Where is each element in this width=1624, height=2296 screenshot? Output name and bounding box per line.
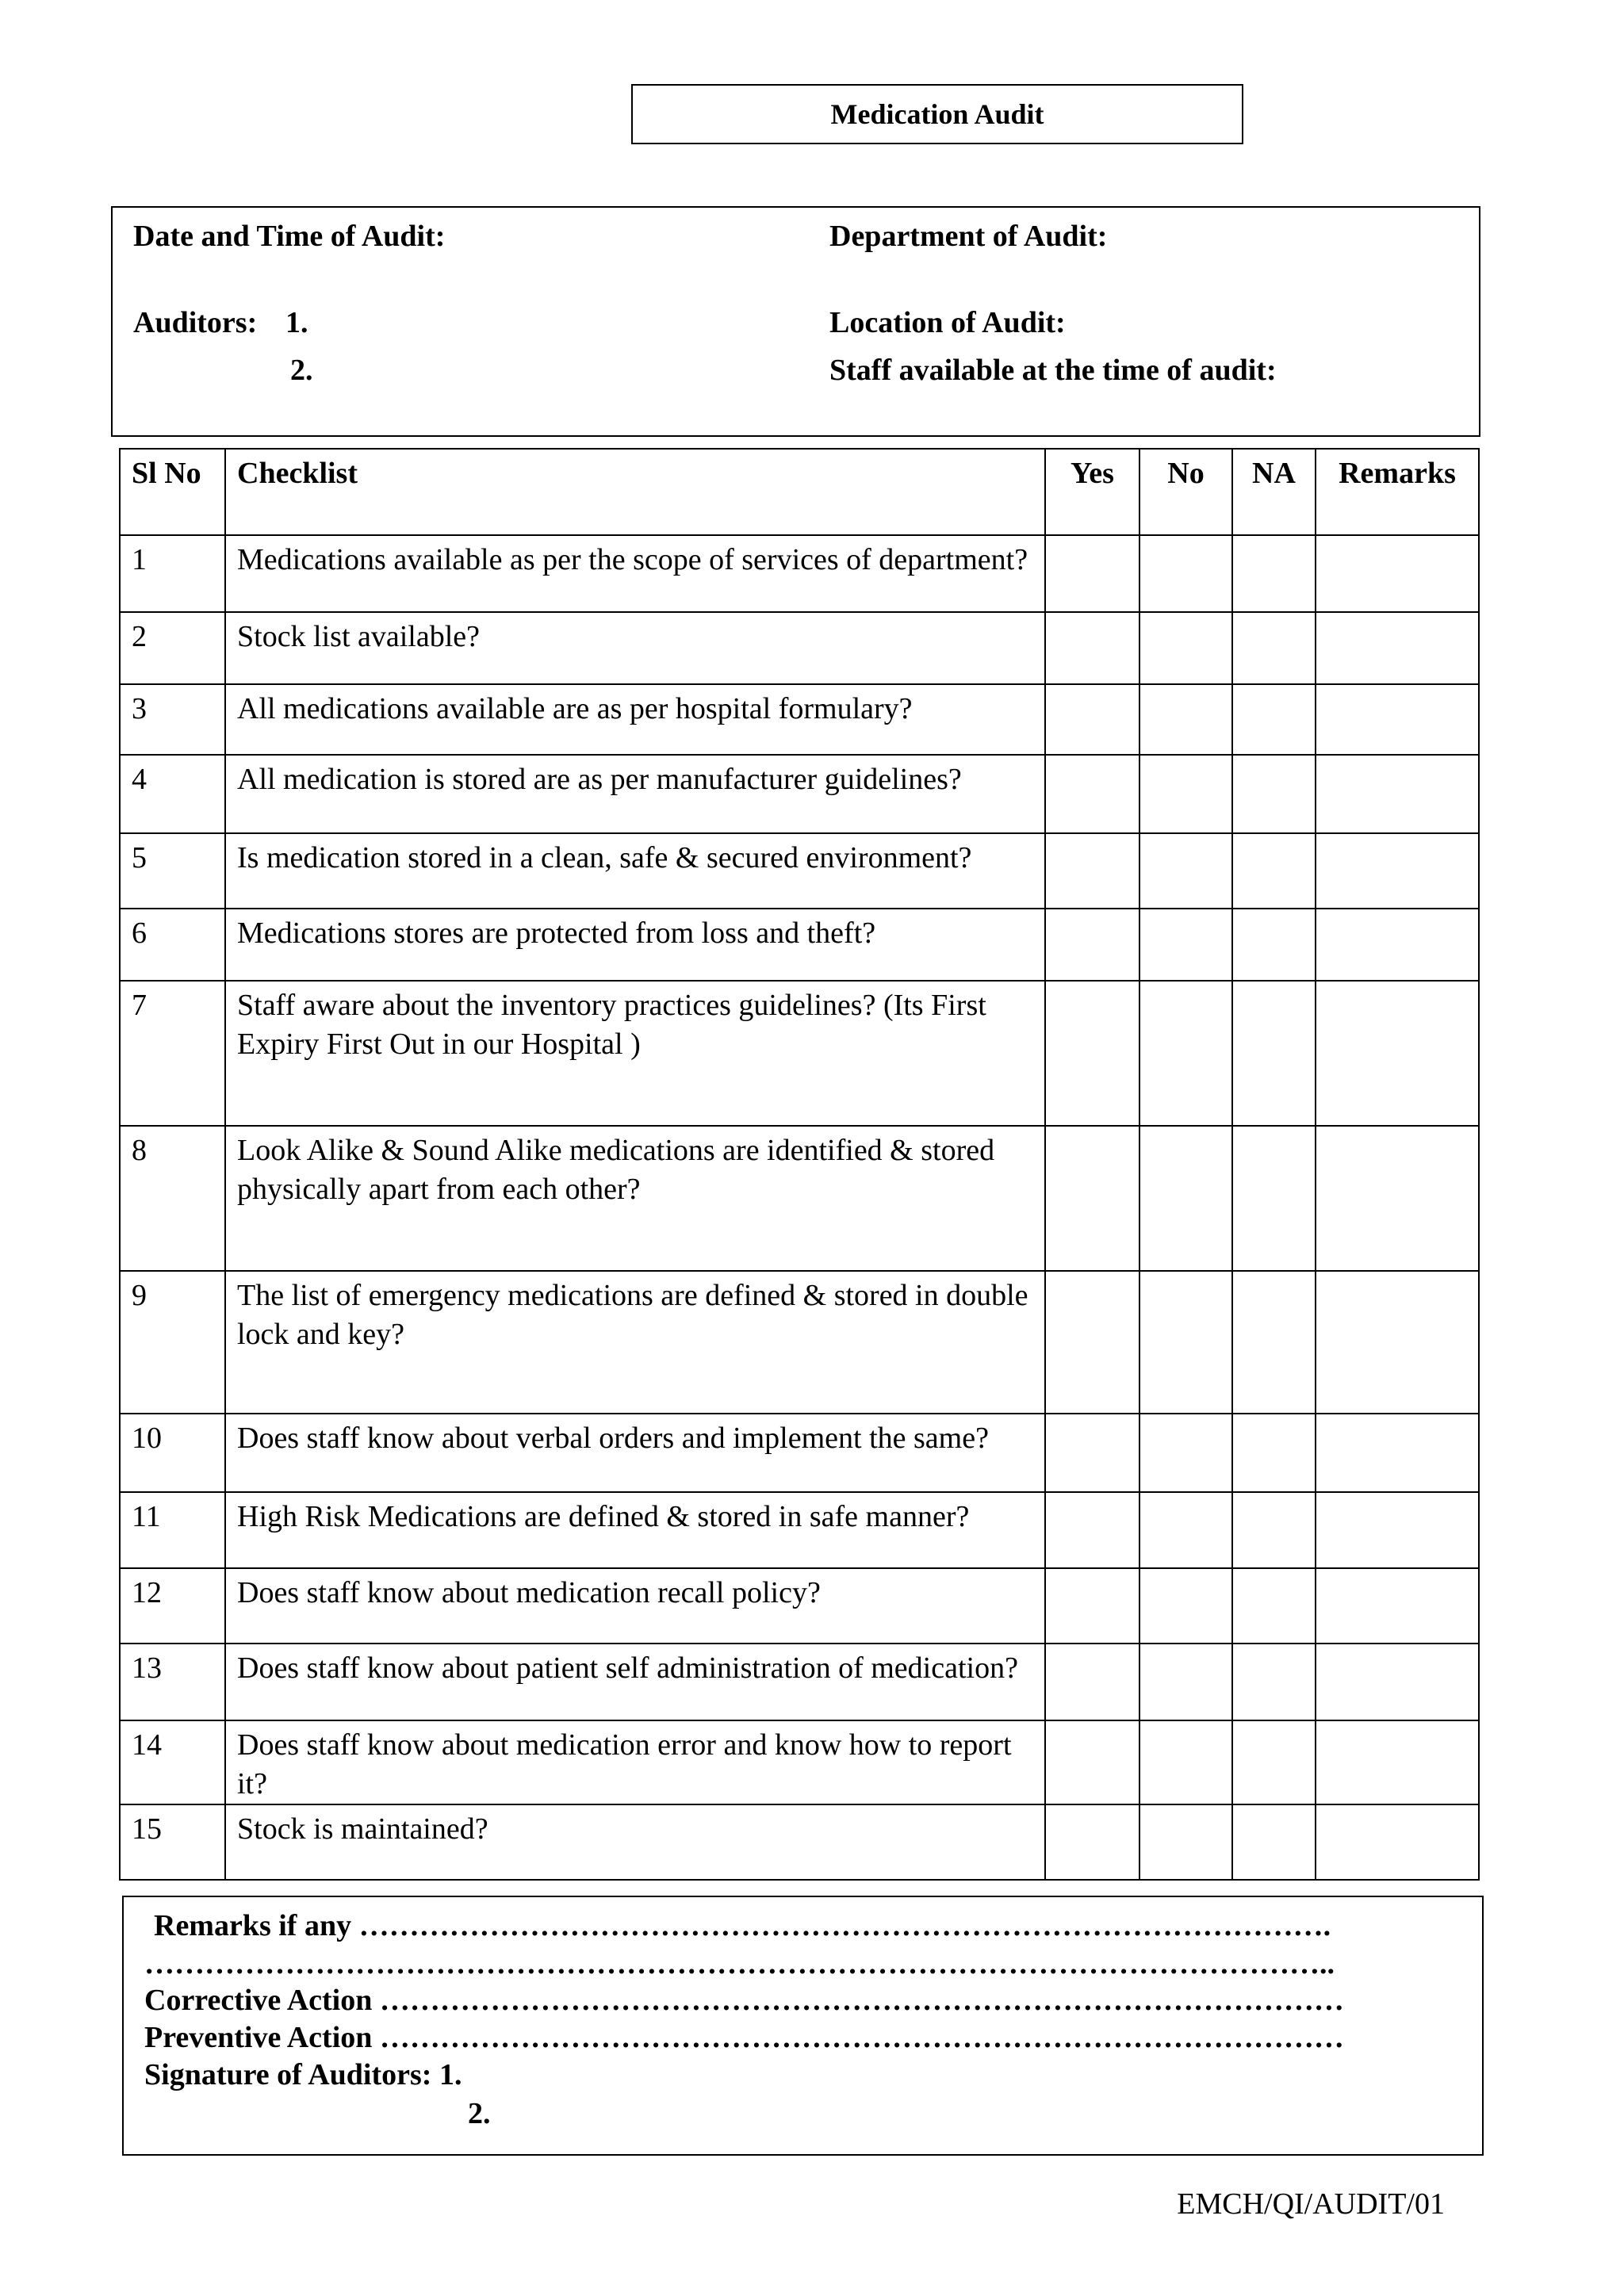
no-cell[interactable] [1139, 1271, 1232, 1414]
auditor-1-label: 1. [285, 306, 308, 339]
table-row [120, 909, 1479, 981]
remarks-cell[interactable] [1316, 535, 1479, 612]
yes-cell[interactable] [1045, 909, 1139, 981]
remarks-cell[interactable] [1316, 1414, 1479, 1492]
checklist-item: Does staff know about medication error and know how to report it? [225, 1720, 1045, 1804]
table-row [120, 755, 1479, 833]
col-no: No [1139, 449, 1232, 535]
staff-available-label: Staff available at the time of audit: [829, 354, 1277, 387]
checklist-item: High Risk Medications are defined & stored in safe manner? [225, 1492, 1045, 1568]
remarks-cell[interactable] [1316, 981, 1479, 1126]
no-cell[interactable] [1139, 909, 1232, 981]
na-cell[interactable] [1232, 981, 1316, 1126]
table-row [120, 1568, 1479, 1644]
row-number: 12 [120, 1568, 225, 1644]
no-cell[interactable] [1139, 1804, 1232, 1880]
remarks-label: Remarks if any ……………………………………………………………………………………. [154, 1909, 1331, 1942]
audit-header-box [111, 206, 1480, 437]
na-cell[interactable] [1232, 684, 1316, 755]
na-cell[interactable] [1232, 1568, 1316, 1644]
row-number: 13 [120, 1644, 225, 1720]
yes-cell[interactable] [1045, 981, 1139, 1126]
checklist-item: Does staff know about patient self administration of medication? [225, 1644, 1045, 1720]
yes-cell[interactable] [1045, 1568, 1139, 1644]
checklist-item: Is medication stored in a clean, safe & secured environment? [225, 833, 1045, 909]
remarks-cell[interactable] [1316, 612, 1479, 684]
no-cell[interactable] [1139, 833, 1232, 909]
yes-cell[interactable] [1045, 1126, 1139, 1271]
col-sl-no: Sl No [120, 449, 225, 535]
row-number: 7 [120, 981, 225, 1126]
col-yes: Yes [1045, 449, 1139, 535]
no-cell[interactable] [1139, 1720, 1232, 1804]
no-cell[interactable] [1139, 1644, 1232, 1720]
na-cell[interactable] [1232, 1414, 1316, 1492]
checklist-item: Stock is maintained? [225, 1804, 1045, 1880]
no-cell[interactable] [1139, 755, 1232, 833]
no-cell[interactable] [1139, 684, 1232, 755]
date-time-label: Date and Time of Audit: [133, 220, 446, 253]
auditors-label: Auditors: [133, 306, 258, 339]
na-cell[interactable] [1232, 1720, 1316, 1804]
row-number: 2 [120, 612, 225, 684]
row-number: 1 [120, 535, 225, 612]
checklist-item: Stock list available? [225, 612, 1045, 684]
na-cell[interactable] [1232, 1644, 1316, 1720]
checklist-item: Medications stores are protected from loss and theft? [225, 909, 1045, 981]
location-label: Location of Audit: [829, 306, 1066, 339]
row-number: 8 [120, 1126, 225, 1271]
row-number: 9 [120, 1271, 225, 1414]
na-cell[interactable] [1232, 755, 1316, 833]
checklist-item: The list of emergency medications are defined & stored in double lock and key? [225, 1271, 1045, 1414]
yes-cell[interactable] [1045, 1720, 1139, 1804]
department-label: Department of Audit: [829, 220, 1108, 253]
na-cell[interactable] [1232, 1492, 1316, 1568]
remarks-cell[interactable] [1316, 1644, 1479, 1720]
col-checklist: Checklist [225, 449, 1045, 535]
yes-cell[interactable] [1045, 612, 1139, 684]
checklist-table [119, 448, 1480, 1881]
remarks-cell[interactable] [1316, 1492, 1479, 1568]
auditor-2-label: 2. [290, 354, 313, 387]
yes-cell[interactable] [1045, 1644, 1139, 1720]
table-row [120, 1644, 1479, 1720]
no-cell[interactable] [1139, 1414, 1232, 1492]
no-cell[interactable] [1139, 612, 1232, 684]
row-number: 15 [120, 1804, 225, 1880]
table-row [120, 981, 1479, 1126]
na-cell[interactable] [1232, 1271, 1316, 1414]
corrective-action-label: Corrective Action …………………………………………………………………………………… [144, 1984, 1344, 2017]
remarks-cell[interactable] [1316, 1126, 1479, 1271]
row-number: 10 [120, 1414, 225, 1492]
yes-cell[interactable] [1045, 1804, 1139, 1880]
na-cell[interactable] [1232, 1126, 1316, 1271]
table-row [120, 1126, 1479, 1271]
col-na: NA [1232, 449, 1316, 535]
remarks-cell[interactable] [1316, 1720, 1479, 1804]
row-number: 6 [120, 909, 225, 981]
checklist-item: All medication is stored are as per manufacturer guidelines? [225, 755, 1045, 833]
row-number: 14 [120, 1720, 225, 1804]
table-row [120, 535, 1479, 612]
row-number: 4 [120, 755, 225, 833]
no-cell[interactable] [1139, 1492, 1232, 1568]
remarks-cell[interactable] [1316, 1804, 1479, 1880]
checklist-item: Does staff know about verbal orders and implement the same? [225, 1414, 1045, 1492]
no-cell[interactable] [1139, 535, 1232, 612]
col-remarks: Remarks [1316, 449, 1479, 535]
table-row [120, 1271, 1479, 1414]
na-cell[interactable] [1232, 833, 1316, 909]
na-cell[interactable] [1232, 909, 1316, 981]
remarks-cell[interactable] [1316, 755, 1479, 833]
remarks-continuation: ……………………………………………………………………………………………………….. [144, 1947, 1335, 1980]
yes-cell[interactable] [1045, 833, 1139, 909]
table-row [120, 612, 1479, 684]
checklist-item: Look Alike & Sound Alike medications are identified & stored physically apart from each other? [225, 1126, 1045, 1271]
row-number: 3 [120, 684, 225, 755]
checklist-item: Staff aware about the inventory practices guidelines? (Its First Expiry First Out in our Hospital ) [225, 981, 1045, 1126]
table-header-row [120, 449, 1479, 535]
preventive-action-label: Preventive Action …………………………………………………………………………………… [144, 2021, 1344, 2054]
yes-cell[interactable] [1045, 1414, 1139, 1492]
table-row [120, 684, 1479, 755]
no-cell[interactable] [1139, 981, 1232, 1126]
checklist-item: Does staff know about medication recall policy? [225, 1568, 1045, 1644]
na-cell[interactable] [1232, 612, 1316, 684]
no-cell[interactable] [1139, 1568, 1232, 1644]
yes-cell[interactable] [1045, 1492, 1139, 1568]
row-number: 5 [120, 833, 225, 909]
table-row [120, 1492, 1479, 1568]
signature-2-label: 2. [468, 2097, 491, 2130]
table-row [120, 1414, 1479, 1492]
yes-cell[interactable] [1045, 684, 1139, 755]
table-row [120, 833, 1479, 909]
remarks-cell[interactable] [1316, 833, 1479, 909]
remarks-cell[interactable] [1316, 1271, 1479, 1414]
yes-cell[interactable] [1045, 755, 1139, 833]
remarks-cell[interactable] [1316, 684, 1479, 755]
signature-label: Signature of Auditors: 1. [144, 2058, 462, 2091]
remarks-box [122, 1896, 1484, 2156]
row-number: 11 [120, 1492, 225, 1568]
checklist-item: All medications available are as per hospital formulary? [225, 684, 1045, 755]
yes-cell[interactable] [1045, 535, 1139, 612]
page-title: Medication Audit [631, 84, 1243, 144]
yes-cell[interactable] [1045, 1271, 1139, 1414]
na-cell[interactable] [1232, 1804, 1316, 1880]
table-row [120, 1804, 1479, 1880]
no-cell[interactable] [1139, 1126, 1232, 1271]
table-row [120, 1720, 1479, 1804]
checklist-item: Medications available as per the scope of services of department? [225, 535, 1045, 612]
na-cell[interactable] [1232, 535, 1316, 612]
document-code: EMCH/QI/AUDIT/01 [1177, 2187, 1445, 2221]
remarks-cell[interactable] [1316, 909, 1479, 981]
remarks-cell[interactable] [1316, 1568, 1479, 1644]
